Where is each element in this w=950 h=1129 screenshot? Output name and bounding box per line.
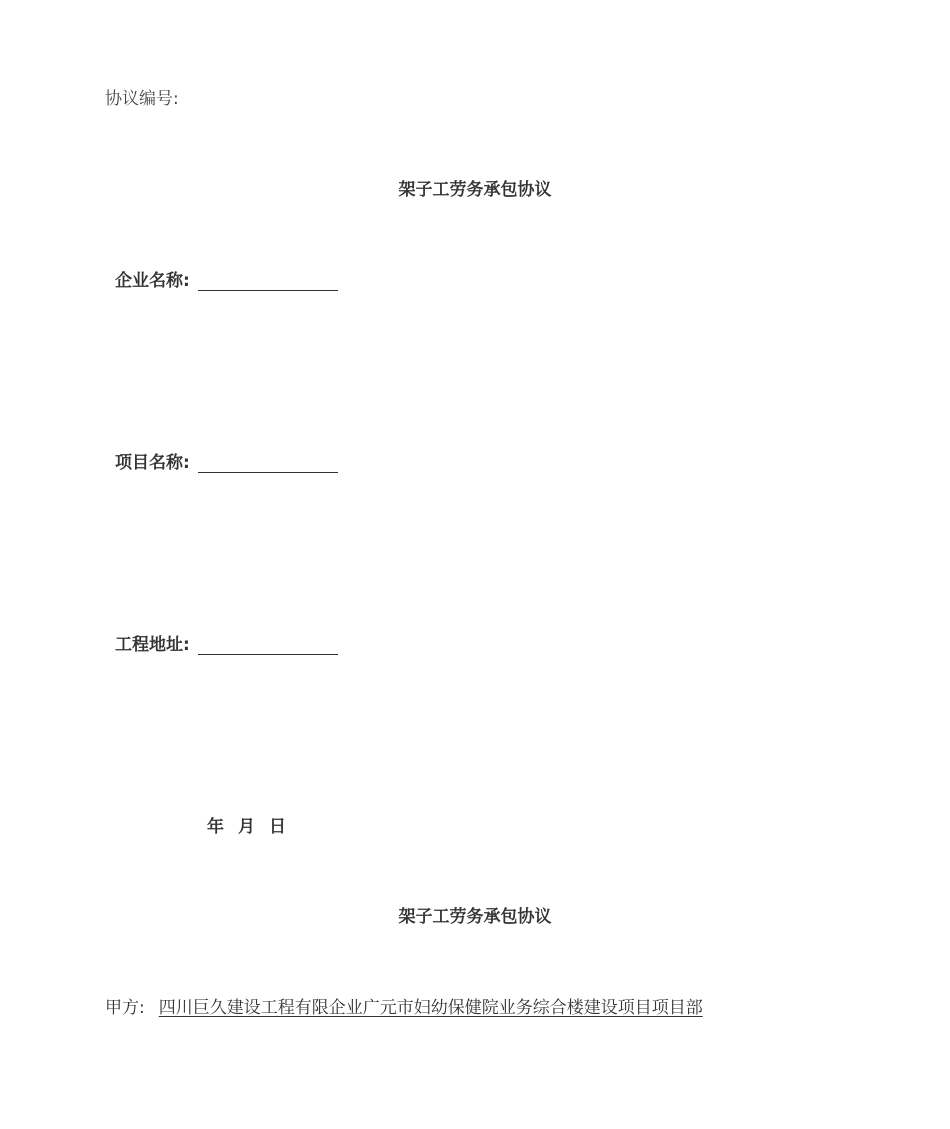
party-a-label: 甲方: bbox=[105, 998, 145, 1018]
date-day: 日 bbox=[269, 817, 286, 837]
party-a-line bbox=[105, 993, 703, 1018]
project-address-field bbox=[115, 630, 338, 655]
company-name-field bbox=[115, 266, 338, 291]
company-name-blank-line bbox=[198, 271, 338, 291]
party-a-name: 四川巨久建设工程有限企业广元市妇幼保健院业务综合楼建设项目项目部 bbox=[158, 998, 703, 1018]
signing-date bbox=[207, 812, 300, 837]
date-year: 年 bbox=[207, 817, 224, 837]
project-name-blank-line bbox=[198, 453, 338, 473]
project-name-label: 项目名称: bbox=[115, 453, 190, 473]
date-month: 月 bbox=[238, 817, 255, 837]
cover-title: 架子工劳务承包协议 bbox=[398, 180, 552, 200]
company-name-label: 企业名称: bbox=[115, 271, 190, 291]
agreement-title: 架子工劳务承包协议 bbox=[398, 907, 552, 927]
project-address-blank-line bbox=[198, 635, 338, 655]
project-address-label: 工程地址: bbox=[115, 635, 190, 655]
project-name-field bbox=[115, 448, 338, 473]
agreement-number-label: 协议编号: bbox=[105, 89, 179, 109]
